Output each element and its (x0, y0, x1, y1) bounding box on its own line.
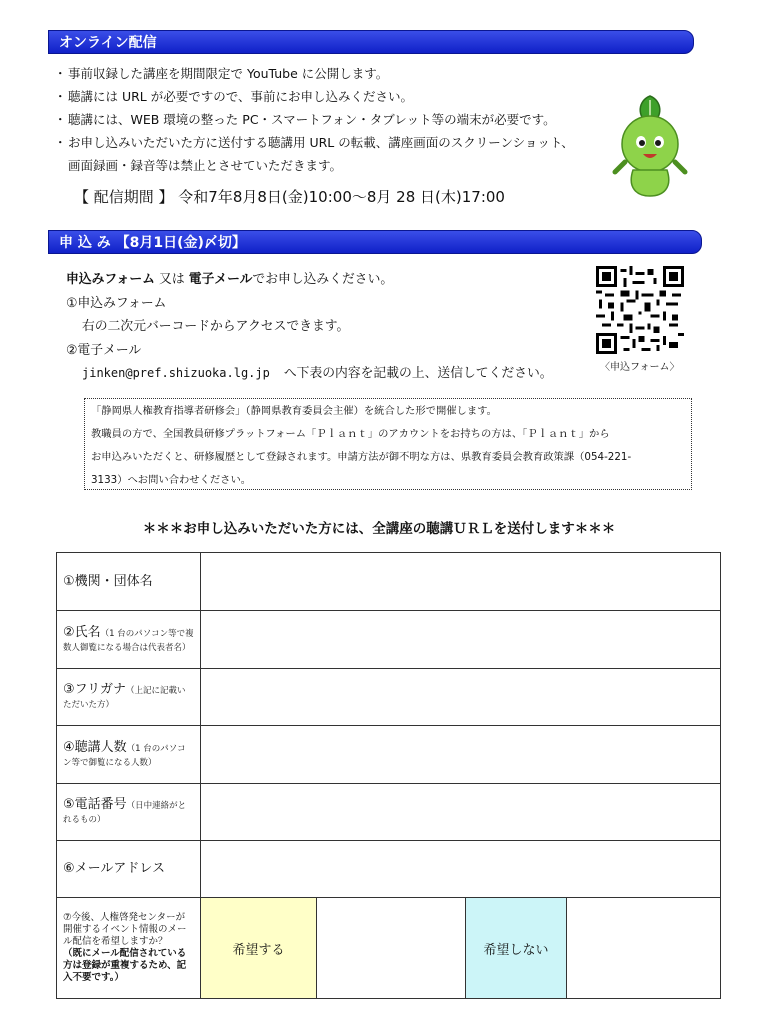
online-bullet-list (56, 62, 616, 177)
label-furigana-note: （上記に記載いただいた方） (63, 686, 186, 710)
notice-line: 「静岡県人権教育指導者研修会」（静岡県教育委員会主催）を統合した形で開催します。 (91, 405, 497, 417)
qr-caption: 〈申込フォーム〉 (600, 362, 680, 373)
label-phone-note: （日中連絡がとれるもの） (63, 801, 187, 825)
label-mail-preference (57, 898, 201, 999)
application-form-table (56, 552, 721, 999)
label-furigana-main: ③フリガナ (63, 682, 127, 697)
option-yes-mark-cell[interactable] (317, 898, 466, 999)
item2-title: ②電子メール (66, 342, 142, 358)
phone-field[interactable] (201, 784, 721, 841)
label-attendees-note: （1 台のパソコン等で御覧になる人数） (63, 743, 186, 768)
bullet-item: ・ お申し込みいただいた方に送付する聴講用 URL の転載、講座画面のスクリーンショット、 (56, 131, 616, 154)
notice-line: お申込みいただくと、研修履歴として登録されます。申請方法が御不明な方は、県教育委員会教育政策課（054-221- (91, 451, 632, 463)
label-attendees-main: ④聴講人数 (63, 739, 127, 755)
form-row-attendees (57, 726, 721, 784)
label-email: ⑥メールアドレス (57, 841, 201, 898)
label-phone (57, 784, 201, 841)
furigana-field[interactable] (201, 669, 721, 726)
instruction-rest: でお申し込みください。 (252, 272, 394, 287)
qr-code[interactable] (596, 266, 684, 354)
form-row-phone (57, 784, 721, 841)
label-organization: ①機関・団体名 (57, 553, 201, 611)
form-row-name (57, 611, 721, 669)
email-address-link[interactable]: jinken@pref.shizuoka.lg.jp (82, 366, 270, 380)
distribution-period: 【 配信期間 】 令和7年8月8日(金)10:00〜8月 28 日(木)17:00 (74, 188, 505, 206)
url-notice-heading: ＊＊＊お申し込みいただいた方には、全講座の聴講ＵＲＬを送付します＊＊＊ (142, 521, 616, 537)
label-phone-main: ⑤電話番号 (63, 797, 127, 812)
label-mail-preference-main: ⑦今後、人権啓発センターが開催するイベント情報のメール配信を希望しますか？ (63, 912, 187, 947)
form-keyword: 申込みフォーム (66, 272, 155, 287)
bullet-item: ・ 事前収録した講座を期間限定で YouTube に公開します。 (56, 62, 616, 85)
attendees-field[interactable] (201, 726, 721, 784)
notice-line: 教職員の方で、全国教員研修プラットフォーム「Ｐｌａｎｔ」のアカウントをお持ちの方は、「Ｐｌａｎｔ」から (91, 428, 610, 440)
section-header-application-text: 申 込 み 【8月1日(金)〆切】 (59, 235, 246, 251)
mascot-illustration (605, 92, 695, 202)
section-header-online-text: オンライン配信 (59, 35, 157, 51)
form-row-mail-preference (57, 898, 721, 999)
bullet-item-continued (56, 154, 616, 177)
name-field[interactable] (201, 611, 721, 669)
item1-title: ①申込みフォーム (66, 295, 167, 311)
label-name-note: （1 台のパソコン等で複数人御覧になる場合は代表者名） (63, 628, 194, 653)
bullet-item: ・ 聴講には URL が必要ですので、事前にお申し込みください。 (56, 85, 616, 108)
section-header-application (48, 230, 702, 254)
email-keyword: 電子メール (188, 272, 253, 287)
bullet-item: ・ 聴講には、WEB 環境の整った PC・スマートフォン・タブレット等の端末が必要です。 (56, 108, 616, 131)
label-name-main: ②氏名 (63, 624, 101, 640)
option-no-mark-cell[interactable] (567, 898, 721, 999)
option-yes[interactable]: 希望する (201, 898, 317, 999)
or-text: 又は (154, 272, 189, 287)
form-row-organization (57, 553, 721, 611)
application-instructions (66, 268, 553, 386)
form-row-furigana (57, 669, 721, 726)
bullet-item-continued-text: 画面録画・録音等は禁止とさせていただきます。 (68, 158, 343, 173)
label-name (57, 611, 201, 669)
label-mail-preference-note: （既にメール配信されている方は登録が重複するため、記入不要です。） (63, 948, 187, 983)
option-no[interactable]: 希望しない (466, 898, 567, 999)
notice-line: 3133）へお問い合わせください。 (91, 474, 252, 486)
label-furigana (57, 669, 201, 726)
label-attendees (57, 726, 201, 784)
item1-desc: 右の二次元バーコードからアクセスできます。 (82, 319, 350, 334)
email-field[interactable] (201, 841, 721, 898)
plant-notice-box (84, 398, 692, 490)
item2-desc: へ下表の内容を記載の上、送信してください。 (283, 366, 553, 381)
form-row-email (57, 841, 721, 898)
section-header-online (48, 30, 694, 54)
organization-field[interactable] (201, 553, 721, 611)
